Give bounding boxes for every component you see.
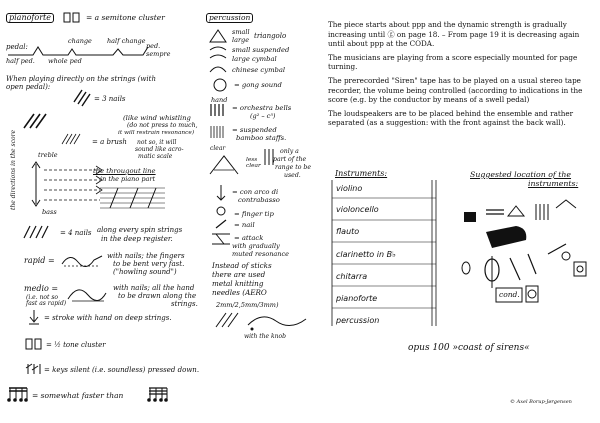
performance-note-1: The piece starts about ppp and the dynamic strength is gradually increasing until ⓖ on page 18. – From page 19 it is decreasing again until about ppp at the CODA. <box>328 20 580 49</box>
half-ped-label: half ped. <box>6 57 35 65</box>
only-part-line-4: used. <box>284 172 301 179</box>
attack-line-3: muted resonance <box>232 250 289 258</box>
performance-note-4: The loudspeakers are to be placed behind the ensemble and rather separated (as a suggestion: with the front against the back wall). <box>328 108 574 128</box>
pedal-half-change-label: half change <box>107 37 146 45</box>
throughout-line-1: the througout line <box>93 167 156 175</box>
instrument-item: flauto <box>336 227 360 236</box>
orchestra-bells-range: (g² – c⁵) <box>250 112 276 120</box>
staff-sketch-icon <box>100 182 170 212</box>
instrument-item: clarinetto in B♭ <box>336 250 396 259</box>
instrument-item: percussion <box>336 316 380 325</box>
clear-range-icon <box>208 152 244 178</box>
finger-tip-label: = finger tip <box>234 210 274 218</box>
half-tone-text: = ½ tone cluster <box>46 341 106 349</box>
arco-line-1: = con arco di <box>232 188 279 196</box>
location-heading-line-2: instruments: <box>528 179 579 188</box>
nail-icon <box>214 218 228 230</box>
instrument-item: pianoforte <box>336 294 378 303</box>
only-part-line-2: part of the <box>273 156 307 163</box>
bamboo-staffs-label: bamboo staffs. <box>236 134 287 142</box>
cluster-symbol-icon <box>62 12 82 24</box>
pianoforte-heading: pianoforte <box>6 13 54 23</box>
finger-tip-icon <box>214 204 228 218</box>
triangle-large-label: large <box>232 36 250 44</box>
ped-label: ped. <box>146 42 161 50</box>
brush-text: = a brush <box>92 138 127 146</box>
bass-label: bass <box>42 208 57 216</box>
whistle-line-3: it will restrain resonance) <box>118 130 195 136</box>
medio-line-2: to be drawn along the <box>118 292 197 300</box>
less-clear-line-1: less <box>246 157 258 163</box>
orchestra-bells-label: = orchestra bells <box>232 104 292 112</box>
medio-sub-line-2: fast as rapid) <box>26 300 67 307</box>
instruments-heading: Instruments: <box>335 169 388 178</box>
chinese-cymbal-icon <box>208 64 230 74</box>
credit-text: © Axel Borup-Jørgensen <box>510 399 572 405</box>
only-part-line-1: only a <box>280 148 299 155</box>
rapid-line-3: ("howling sound") <box>113 268 177 276</box>
beamed-notes-icon <box>6 384 30 404</box>
whistle-line-6: matic scale <box>138 153 173 160</box>
whole-ped-label: whole ped <box>48 57 82 65</box>
rapid-label: rapid = <box>24 256 55 265</box>
triangle-small-label: small <box>232 28 250 36</box>
pedal-label: pedal: <box>6 43 28 51</box>
beamed-notes-compare-icon <box>146 384 170 404</box>
medio-label: medio = <box>24 284 59 293</box>
four-nails-text: = 4 nails <box>60 229 92 237</box>
gong-label: = gong sound <box>234 81 282 89</box>
medio-sub-line-1: (i.e. not so <box>26 294 59 301</box>
rapid-line-1: with nails; the fingers <box>107 252 185 260</box>
whistle-line-5: sound like acro- <box>135 146 184 153</box>
pedal-change-label: change <box>68 37 92 45</box>
sticks-line-1: Instead of sticks <box>212 261 272 270</box>
brush-icon <box>60 132 90 146</box>
clear-label: clear <box>210 145 226 152</box>
chinese-cymbal-label: chinese cymbal <box>232 66 286 74</box>
arco-line-2: contrabasso <box>238 196 280 204</box>
spin-strings-line-2: in the deep register. <box>101 235 173 243</box>
whistle-line-4: not so, it will <box>137 139 177 146</box>
only-part-line-3: range to be <box>275 164 312 171</box>
knob-label: with the knob <box>244 333 286 340</box>
attack-line-2: with gradually <box>232 242 280 250</box>
spin-strings-line-1: along every spin strings <box>97 226 183 234</box>
throughout-line-2: in the piano part <box>100 175 156 183</box>
instrument-item: chitarra <box>336 272 368 281</box>
silent-keys-icon <box>24 362 44 376</box>
strings-note-line-2: open pedal): <box>6 83 51 91</box>
triangolo-label: triangolo <box>254 32 287 40</box>
orchestra-bells-icon <box>208 102 230 118</box>
semitone-cluster-text: = a semitone cluster <box>86 13 165 22</box>
down-stroke-icon <box>28 309 40 325</box>
rapid-gesture-icon <box>60 250 104 268</box>
medio-line-3: strings. <box>171 300 198 308</box>
attack-icon <box>210 230 234 248</box>
less-clear-line-2: clear <box>246 163 261 169</box>
large-cymbal-label: large cymbal <box>232 55 277 63</box>
treble-label: treble <box>38 151 58 159</box>
small-suspended-label: small suspended <box>232 46 290 54</box>
rapid-line-2: to be bent very fast. <box>113 260 185 268</box>
conductor-label: cond. <box>499 290 520 299</box>
needles-icon <box>212 309 312 333</box>
percussion-heading: percussion <box>206 13 253 23</box>
nail-label: = nail <box>234 221 255 229</box>
bamboo-icon <box>208 124 230 140</box>
bow-icon <box>212 184 230 202</box>
performance-note-2: The musicians are playing from a score especially mounted for page turning. <box>328 52 578 72</box>
four-nails-icon <box>22 224 54 240</box>
medio-gesture-icon <box>66 281 110 303</box>
sticks-line-3: metal knitting <box>212 279 264 288</box>
sticks-line-4: needles (AERO <box>212 288 267 297</box>
side-note-vertical: the directions in the score <box>10 130 17 210</box>
instrument-item: violino <box>336 184 363 193</box>
nail-strokes-icon <box>22 110 52 130</box>
stage-layout-icon <box>456 196 596 306</box>
sempre-label: sempre <box>146 50 171 58</box>
performance-note-3: The prerecorded "Siren" tape has to be played on a usual stereo tape recorder, the volume being controlled (according to indications in the score (e.g. by the conductor by means of a swell pedal) <box>328 75 583 105</box>
whistle-line-2: (do not press to much, <box>127 122 198 129</box>
half-tone-cluster-icon <box>24 338 44 352</box>
triangle-icon <box>208 28 230 44</box>
sticks-line-5: 2mm/2,5mm/3mm) <box>216 301 279 309</box>
location-heading-line-1: Suggested location of the <box>470 170 572 179</box>
sticks-line-2: there are used <box>212 270 266 279</box>
cymbal-icon <box>208 44 230 62</box>
whistle-line-1: (like wind whistling <box>123 114 191 122</box>
keys-silent-text: = keys silent (i.e. soundless) pressed down. <box>44 366 200 374</box>
instrument-item: violoncello <box>336 205 379 214</box>
suspended-label: = suspended <box>232 126 277 134</box>
gong-icon <box>210 77 232 93</box>
instruments-list <box>330 169 438 327</box>
opus-title: opus 100 »coast of sirens« <box>408 343 530 353</box>
performance-notes <box>328 20 590 132</box>
three-nails-text: = 3 nails <box>94 95 126 103</box>
hand-label: hand <box>211 96 228 104</box>
strings-note-line-1: When playing directly on the strings (with <box>6 75 156 83</box>
attack-line-1: = attack <box>234 234 264 242</box>
medio-line-1: with nails; all the hand <box>113 284 195 292</box>
faster-text: = somewhat faster than <box>32 391 124 400</box>
three-nails-icon <box>72 88 92 106</box>
stroke-text: = stroke with hand on deep strings. <box>44 314 172 322</box>
